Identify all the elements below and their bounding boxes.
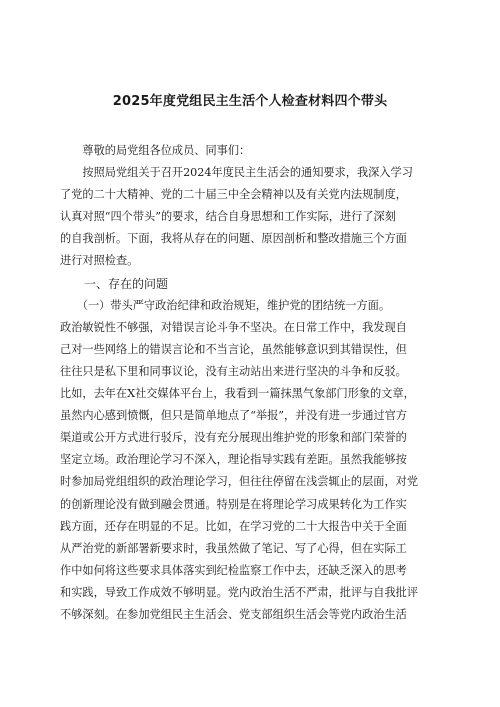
paragraph-line: 认真对照“四个带头”的要求，结合自身思想和工作实际，进行了深刻 <box>60 210 396 224</box>
paragraph-line: 进行对照检查。 <box>60 254 139 268</box>
paragraph-line: 渠道或公开方式进行驳斥，没有充分展现出维护党的形象和部门荣誉的 <box>60 431 407 445</box>
paragraph-line: 的创新理论没有做到融会贯通。特别是在将理论学习成果转化为工作实 <box>60 497 407 511</box>
document-body <box>60 140 450 626</box>
paragraph-line: 了党的二十大精神、党的二十届三中全会精神以及有关党内法规制度， <box>60 188 407 202</box>
paragraph-line: 的自我剖析。下面，我将从存在的问题、原因剖析和整改措施三个方面 <box>60 232 407 246</box>
section-heading: 一、存在的问题 <box>60 276 169 291</box>
paragraph-line: 时参加局党组组织的政治理论学习，但往往停留在浅尝辄止的层面，对党 <box>60 475 419 489</box>
salutation-line: 尊敬的局党组各位成员、同事们： <box>60 144 251 157</box>
subsection-heading: （一）带头严守政治纪律和政治规矩，维护党的团结统一方面。 <box>60 298 391 312</box>
paragraph-line: 坚定立场。政治理论学习不深入，理论指导实践有差距。虽然我能够按 <box>60 453 407 467</box>
paragraph-line: 往往只是私下里和同事议论，没有主动站出来进行坚决的斗争和反驳。 <box>60 364 407 378</box>
paragraph-line: 己对一些网络上的错误言论和不当言论，虽然能够意识到其错误性，但 <box>60 342 407 356</box>
paragraph-line: 政治敏锐性不够强，对错误言论斗争不坚决。在日常工作中，我发现自 <box>60 320 407 334</box>
paragraph-line: 作中如何将这些要求具体落实到纪检监察工作中去，还缺乏深入的思考 <box>60 563 407 577</box>
paragraph-line: 和实践，导致工作成效不够明显。党内政治生活不严肃，批评与自我批评 <box>60 585 419 599</box>
paragraph-line: 按照局党组关于召开2024年度民主生活会的通知要求，我深入学习 <box>60 166 413 180</box>
document-title: 2025年度党组民主生活个人检查材料四个带头 <box>112 94 388 109</box>
paragraph-line: 虽然内心感到愤慨，但只是简单地点了“举报”，并没有进一步通过官方 <box>60 409 408 423</box>
paragraph-line: 践方面，还存在明显的不足。比如，在学习党的二十大报告中关于全面 <box>60 519 407 533</box>
paragraph-line: 不够深刻。在参加党组民主生活会、党支部组织生活会等党内政治生活 <box>60 607 407 621</box>
paragraph-line: 比如，去年在X社交媒体平台上，我看到一篇抹黑气象部门形象的文章， <box>60 387 415 401</box>
paragraph-line: 从严治党的新部署新要求时，我虽然做了笔记、写了心得，但在实际工 <box>60 541 407 555</box>
